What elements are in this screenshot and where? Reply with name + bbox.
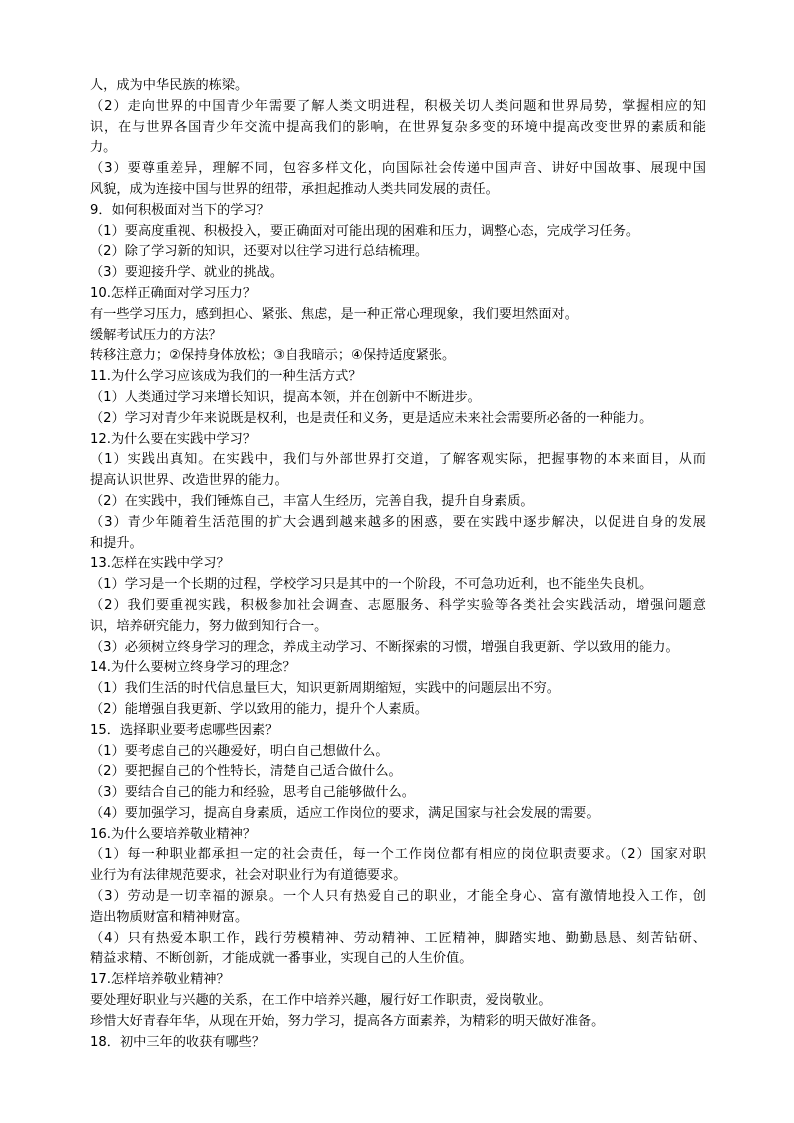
- text-line: （1）学习是一个长期的过程，学校学习只是其中的一个阶段，不可急功近利，也不能坐失良机。: [90, 577, 653, 593]
- question-heading: 16.为什么要培养敬业精神？: [90, 826, 257, 842]
- question-heading: 13.怎样在实践中学习？: [90, 556, 230, 572]
- question-heading: 10.怎样正确面对学习压力？: [90, 285, 257, 301]
- document-page: [90, 76, 706, 1053]
- text-line: （3）要尊重差异，理解不同，包容多样文化，向国际社会传递中国声音、讲好中国故事、展现中国: [90, 161, 706, 177]
- question-heading: 15．选择职业要考虑哪些因素？: [90, 722, 279, 738]
- question-heading: 14.为什么要树立终身学习的理念？: [90, 660, 296, 676]
- text-line: （1）人类通过学习来增长知识，提高本领，并在创新中不断进步。: [90, 389, 481, 405]
- text-line: 造出物质财富和精神财富。: [90, 909, 249, 925]
- text-line: （1）每一种职业都承担一定的社会责任，每一个工作岗位都有相应的岗位职责要求。（2）国家对职: [90, 847, 706, 863]
- text-line: （3）要迎接升学、就业的挑战。: [90, 265, 284, 281]
- text-line: （2）学习对青少年来说既是权利，也是责任和义务，更是适应未来社会需要所必备的一种能力。: [90, 410, 653, 426]
- question-heading: 18．初中三年的收获有哪些？: [90, 1034, 266, 1050]
- question-heading: 12.为什么要在实践中学习？: [90, 431, 257, 447]
- text-line: 识，培养研究能力，努力做到知行合一。: [90, 618, 328, 634]
- text-line: （3）要结合自己的能力和经验，思考自己能够做什么。: [90, 785, 415, 801]
- text-line: 珍惜大好青春年华，从现在开始，努力学习，提高各方面素养，为精彩的明天做好准备。: [90, 1013, 605, 1029]
- question-heading: 9．如何积极面对当下的学习？: [90, 202, 270, 218]
- text-line: （1）要高度重视、积极投入，要正确面对可能出现的困难和压力，调整心态，完成学习任务。: [90, 223, 640, 239]
- text-line: 提高认识世界、改造世界的能力。: [90, 473, 288, 489]
- text-line: （2）在实践中，我们锤炼自己，丰富人生经历，完善自我，提升自身素质。: [90, 493, 534, 509]
- text-line: （4）要加强学习，提高自身素质，适应工作岗位的要求，满足国家与社会发展的需要。: [90, 805, 600, 821]
- text-line: 缓解考试压力的方法？: [90, 327, 222, 343]
- text-line: 风貌，成为连接中国与世界的纽带，承担起推动人类共同发展的责任。: [90, 181, 499, 197]
- text-line: 人，成为中华民族的栋梁。: [90, 78, 249, 93]
- text-line: （2）能增强自我更新、学以致用的能力，提升个人素质。: [90, 701, 429, 717]
- question-heading: 17.怎样培养敬业精神？: [90, 972, 230, 988]
- text-line: 和提升。: [90, 535, 143, 551]
- text-line: 要处理好职业与兴趣的关系，在工作中培养兴趣，履行好工作职责，爱岗敬业。: [90, 993, 552, 1009]
- text-line: （3）必须树立终身学习的理念，养成主动学习、不断探索的习惯，增强自我更新、学以致用的能力。: [90, 639, 679, 655]
- text-line: （1）实践出真知。在实践中，我们与外部世界打交道，了解客观实际，把握事物的本来面目，从而: [90, 452, 706, 468]
- text-line: （2）走向世界的中国青少年需要了解人类文明进程，积极关切人类问题和世界局势，掌握相应的知: [90, 98, 706, 114]
- text-line: （2）除了学习新的知识，还要对以往学习进行总结梳理。: [90, 244, 429, 260]
- text-line: （4）只有热爱本职工作，践行劳模精神、劳动精神、工匠精神，脚踏实地、勤勤恳恳、刻苦钻研、: [90, 930, 706, 946]
- text-line: 识，在与世界各国青少年交流中提高我们的影响，在世界复杂多变的环境中提高改变世界的素质和能: [90, 119, 706, 135]
- text-line: （3）劳动是一切幸福的源泉。一个人只有热爱自己的职业，才能全身心、富有激情地投入工作，创: [90, 889, 706, 905]
- text-line: 有一些学习压力，感到担心、紧张、焦虑，是一种正常心理现象，我们要坦然面对。: [90, 306, 578, 322]
- text-line: 业行为有法律规范要求，社会对职业行为有道德要求。: [90, 868, 407, 884]
- text-line: （1）要考虑自己的兴趣爱好，明白自己想做什么。: [90, 743, 389, 759]
- text-line: 转移注意力；②保持身体放松；③自我暗示；④保持适度紧张。: [90, 348, 456, 364]
- text-line: （1）我们生活的时代信息量巨大，知识更新周期缩短，实践中的问题层出不穷。: [90, 681, 560, 697]
- question-heading: 11.为什么学习应该成为我们的一种生活方式？: [90, 369, 362, 385]
- text-line: 力。: [90, 140, 117, 156]
- text-line: （2）我们要重视实践，积极参加社会调查、志愿服务、科学实验等各类社会实践活动，增强问题意: [90, 597, 706, 613]
- text-line: （3）青少年随着生活范围的扩大会遇到越来越多的困惑，要在实践中逐步解决，以促进自身的发展: [90, 514, 706, 530]
- text-line: （2）要把握自己的个性特长，清楚自己适合做什么。: [90, 764, 402, 780]
- text-line: 精益求精、不断创新，才能成就一番事业，实现自己的人生价值。: [90, 951, 473, 967]
